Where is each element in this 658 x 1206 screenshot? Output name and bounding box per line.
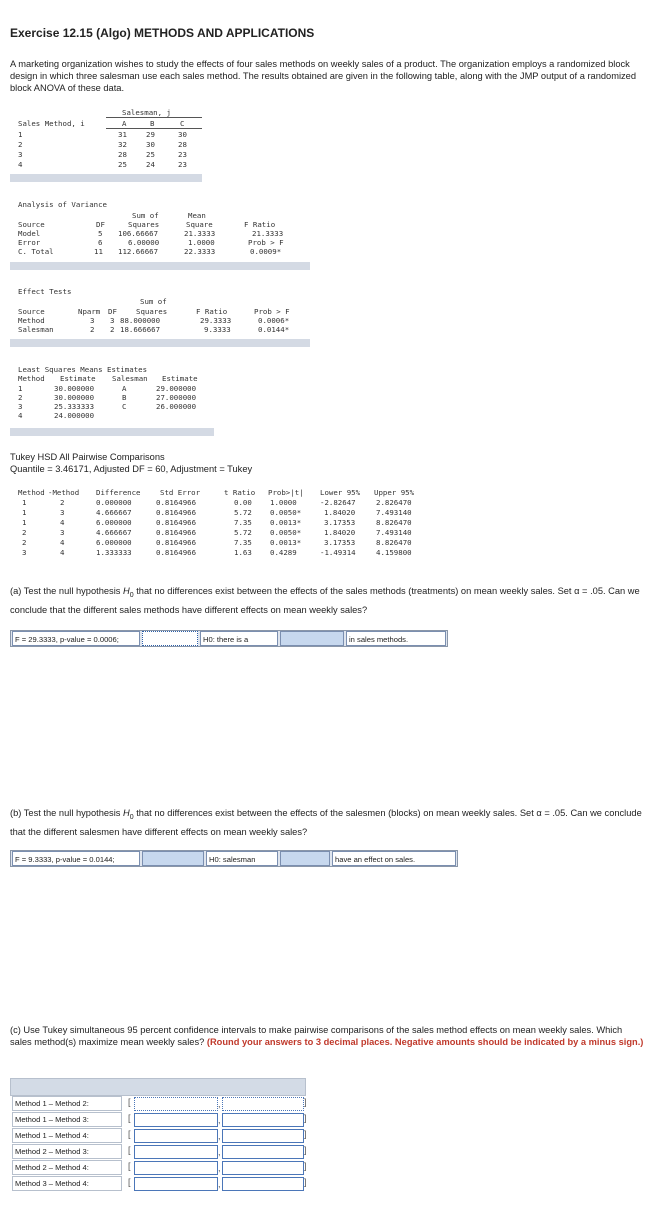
effect-cell: 9.3333	[204, 325, 231, 334]
interval-row	[10, 1176, 306, 1192]
tukey-table	[10, 484, 426, 564]
tukey-head: Lower 95%	[320, 488, 361, 497]
tukey-cell: 3.17353	[324, 538, 356, 547]
table-cell: 30	[146, 140, 155, 149]
table-cell: 1	[18, 130, 23, 139]
anova-cell: 11	[94, 247, 103, 256]
lsmeans-footer-bar	[10, 428, 214, 436]
interval-label: Method 1 – Method 4:	[12, 1128, 122, 1143]
tukey-cell: 4.666667	[96, 508, 132, 517]
lsmeans-cell: 29.000000	[156, 384, 197, 393]
tukey-cell: 4.666667	[96, 528, 132, 537]
table-cell: 29	[146, 130, 155, 139]
anova-cell: 22.3333	[184, 247, 216, 256]
lsmeans-cell: 3	[18, 402, 23, 411]
upper-bound-input[interactable]	[222, 1145, 304, 1159]
table-cell: 31	[118, 130, 127, 139]
lsmeans-cell: 4	[18, 411, 23, 420]
part-b-reject-dropdown[interactable]	[142, 851, 204, 866]
effect-cell: 0.0144*	[258, 325, 290, 334]
anova-footer-bar	[10, 262, 310, 270]
tukey-head: Std Error	[160, 488, 201, 497]
effect-head: DF	[108, 307, 117, 316]
effect-cell: 29.3333	[200, 316, 232, 325]
comma: ,	[218, 1115, 221, 1125]
lower-bound-input[interactable]	[134, 1145, 218, 1159]
tukey-cell: 7.35	[234, 518, 252, 527]
table-cell: 2	[18, 140, 23, 149]
interval-row	[10, 1112, 306, 1128]
close-bracket: ]	[304, 1097, 307, 1107]
tukey-cell: 3	[60, 528, 65, 537]
tukey-cell: 0.8164966	[156, 538, 197, 547]
lsmeans-cell: A	[122, 384, 127, 393]
tukey-cell: 0.0013*	[270, 538, 302, 547]
open-bracket: [	[128, 1177, 131, 1187]
part-b-effect-dropdown[interactable]	[280, 851, 330, 866]
tukey-cell: 1.84020	[324, 508, 356, 517]
lsmeans-head: Method	[18, 374, 45, 383]
lsmeans-cell: 26.000000	[156, 402, 197, 411]
page-title: Exercise 12.15 (Algo) METHODS AND APPLICATIONS	[10, 26, 315, 40]
part-a-tail-field[interactable]: in sales methods.	[346, 631, 446, 646]
anova-head: Squares	[128, 220, 160, 229]
lsmeans-head: Salesman	[112, 374, 148, 383]
lsmeans-cell: 27.000000	[156, 393, 197, 402]
table-cell: 25	[118, 160, 127, 169]
table-footer-bar	[10, 174, 202, 182]
effect-head: F Ratio	[196, 307, 228, 316]
column-header: B	[150, 119, 155, 128]
tukey-cell: 1	[22, 508, 27, 517]
close-bracket: ]	[304, 1161, 307, 1171]
effect-tests-title: Effect Tests	[18, 287, 72, 296]
sales-data-table	[10, 104, 202, 182]
tukey-cell: 0.0013*	[270, 518, 302, 527]
table-cell: 30	[178, 130, 187, 139]
problem-intro: A marketing organization wishes to study the effects of four sales methods on weekly sales of a product. The organization employs a randomized block design in which three salesman use each sales method. The results obtained are given in the following table, along with the JMP output of a randomized block ANOVA of these data.	[10, 59, 637, 93]
anova-cell: 1.0000	[188, 238, 215, 247]
interval-table-header	[10, 1078, 306, 1096]
part-a-question: (a) Test the null hypothesis $H_0$ that no differences exist between the effects of the sales methods (treatments) on mean weekly sales. Set α = .05. Can we conclude that the different sales methods have different effects on mean weekly sales?	[10, 586, 640, 615]
anova-head: DF	[96, 220, 105, 229]
anova-cell: 5	[98, 229, 103, 238]
part-b-question: (b) Test the null hypothesis $H_0$ that no differences exist between the effects of the salesmen (blocks) on mean weekly sales. Set α = .05. Can we conclude that the different salesmen have different effects on mean weekly sales?	[10, 808, 642, 837]
part-a-conclusion-field[interactable]: H0: there is a	[200, 631, 278, 646]
anova-title: Analysis of Variance	[18, 200, 107, 209]
tukey-subtitle: Quantile = 3.46171, Adjusted DF = 60, Adjustment = Tukey	[10, 464, 253, 474]
tukey-cell: 2	[22, 538, 27, 547]
tukey-head: Prob>|t|	[268, 488, 304, 497]
tukey-cell: 0.8164966	[156, 548, 197, 557]
salesman-group-header: Salesman, j	[122, 108, 171, 117]
anova-cell: 106.66667	[118, 229, 159, 238]
tukey-cell: 1.0000	[270, 498, 297, 507]
lsmeans-cell: 24.000000	[54, 411, 95, 420]
tukey-cell: 2	[60, 498, 65, 507]
lsmeans-table	[10, 362, 214, 432]
anova-table	[10, 196, 310, 270]
lower-bound-input[interactable]	[134, 1161, 218, 1175]
tukey-cell: 3	[60, 508, 65, 517]
column-header: C	[180, 119, 185, 128]
open-bracket: [	[128, 1145, 131, 1155]
tukey-cell: -1.49314	[320, 548, 356, 557]
part-b-tail-field[interactable]: have an effect on sales.	[332, 851, 456, 866]
part-b-statistic-field[interactable]: F = 9.3333, p-value = 0.0144;	[12, 851, 140, 866]
effect-cell: 2	[110, 325, 115, 334]
lsmeans-title: Least Squares Means Estimates	[18, 365, 148, 374]
tukey-head: t Ratio	[224, 488, 256, 497]
effect-head: Source	[18, 307, 45, 316]
tukey-cell: 5.72	[234, 508, 252, 517]
interval-row	[10, 1128, 306, 1144]
close-bracket: ]	[304, 1177, 307, 1187]
effect-head: Prob > F	[254, 307, 290, 316]
table-cell: 4	[18, 160, 23, 169]
anova-head: Square	[186, 220, 213, 229]
tukey-cell: 0.8164966	[156, 498, 197, 507]
tukey-cell: 4.159800	[376, 548, 412, 557]
anova-head: Mean	[188, 211, 206, 220]
tukey-cell: 4	[60, 518, 65, 527]
anova-head: Sum of	[132, 211, 159, 220]
table-cell: 32	[118, 140, 127, 149]
table-cell: 23	[178, 150, 187, 159]
anova-cell: 21.3333	[184, 229, 216, 238]
tukey-cell: 1	[22, 518, 27, 527]
tukey-cell: 1	[22, 498, 27, 507]
tukey-title: Tukey HSD All Pairwise Comparisons	[10, 452, 165, 462]
anova-cell: 6.00000	[128, 238, 160, 247]
lower-bound-input[interactable]	[134, 1129, 218, 1143]
comma: ,	[218, 1147, 221, 1157]
tukey-cell: 0.000000	[96, 498, 132, 507]
tukey-head: -Method	[48, 488, 80, 497]
comma: ,	[218, 1179, 221, 1189]
tukey-cell: 3.17353	[324, 518, 356, 527]
tukey-cell: 1.333333	[96, 548, 132, 557]
tukey-cell: 0.0050*	[270, 508, 302, 517]
lower-bound-input[interactable]	[134, 1177, 218, 1191]
effect-head: Sum of	[140, 297, 167, 306]
table-cell: 3	[18, 150, 23, 159]
table-cell: 24	[146, 160, 155, 169]
part-a-difference-dropdown[interactable]	[280, 631, 344, 646]
open-bracket: [	[128, 1097, 131, 1107]
effect-cell: 18.666667	[120, 325, 161, 334]
anova-head: Source	[18, 220, 45, 229]
tukey-head: Method	[18, 488, 45, 497]
sales-method-header: Sales Method, i	[18, 119, 85, 128]
anova-cell: Error	[18, 238, 41, 247]
tukey-cell: 7.493140	[376, 528, 412, 537]
tukey-head: Difference	[96, 488, 141, 497]
effect-cell: 2	[90, 325, 95, 334]
upper-bound-input[interactable]	[222, 1161, 304, 1175]
effect-tests-table	[10, 283, 310, 347]
lsmeans-cell: 30.000000	[54, 384, 95, 393]
lsmeans-cell: 1	[18, 384, 23, 393]
tukey-head: Upper 95%	[374, 488, 415, 497]
comma: ,	[218, 1163, 221, 1173]
tukey-cell: 4	[60, 538, 65, 547]
anova-cell: Model	[18, 229, 41, 238]
tukey-cell: 5.72	[234, 528, 252, 537]
lower-bound-input[interactable]	[134, 1097, 218, 1111]
tukey-cell: 8.826470	[376, 518, 412, 527]
table-cell: 23	[178, 160, 187, 169]
effect-cell: Method	[18, 316, 45, 325]
interval-label: Method 2 – Method 3:	[12, 1144, 122, 1159]
anova-cell: 0.0009*	[250, 247, 282, 256]
lower-bound-input[interactable]	[134, 1113, 218, 1127]
tukey-cell: 8.826470	[376, 538, 412, 547]
anova-cell: Prob > F	[248, 238, 284, 247]
anova-cell: 21.3333	[252, 229, 284, 238]
part-a-statistic-field[interactable]: F = 29.3333, p-value = 0.0006;	[12, 631, 140, 646]
tukey-cell: 0.4289	[270, 548, 297, 557]
lsmeans-head: Estimate	[60, 374, 96, 383]
effect-head: Squares	[136, 307, 168, 316]
interval-label: Method 1 – Method 3:	[12, 1112, 122, 1127]
tukey-cell: 0.0050*	[270, 528, 302, 537]
tukey-cell: 7.493140	[376, 508, 412, 517]
tukey-cell: 3	[22, 548, 27, 557]
effect-cell: 0.0006*	[258, 316, 290, 325]
lsmeans-cell: B	[122, 393, 127, 402]
tukey-cell: 2	[22, 528, 27, 537]
interval-label: Method 1 – Method 2:	[12, 1096, 122, 1111]
tukey-cell: 6.000000	[96, 538, 132, 547]
part-a-reject-dropdown[interactable]	[142, 631, 198, 646]
table-cell: 28	[178, 140, 187, 149]
effect-head: Nparm	[78, 307, 101, 316]
interval-label: Method 2 – Method 4:	[12, 1160, 122, 1175]
upper-bound-input[interactable]	[222, 1113, 304, 1127]
effect-cell: 3	[90, 316, 95, 325]
tukey-cell: 4	[60, 548, 65, 557]
column-header: A	[122, 119, 127, 128]
tukey-cell: 0.00	[234, 498, 252, 507]
close-bracket: ]	[304, 1129, 307, 1139]
interval-row	[10, 1144, 306, 1160]
part-b-conclusion-field[interactable]: H0: salesman	[206, 851, 278, 866]
comma: ,	[218, 1131, 221, 1141]
lsmeans-head: Estimate	[162, 374, 198, 383]
close-bracket: ]	[304, 1145, 307, 1155]
effect-footer-bar	[10, 339, 310, 347]
interval-label: Method 3 – Method 4:	[12, 1176, 122, 1191]
anova-head: F Ratio	[244, 220, 276, 229]
tukey-cell: -2.82647	[320, 498, 356, 507]
upper-bound-input[interactable]	[222, 1129, 304, 1143]
upper-bound-input[interactable]	[222, 1097, 304, 1111]
tukey-cell: 2.826470	[376, 498, 412, 507]
anova-cell: 112.66667	[118, 247, 159, 256]
upper-bound-input[interactable]	[222, 1177, 304, 1191]
open-bracket: [	[128, 1113, 131, 1123]
close-bracket: ]	[304, 1113, 307, 1123]
tukey-cell: 6.000000	[96, 518, 132, 527]
lsmeans-cell: 30.000000	[54, 393, 95, 402]
lsmeans-cell: 2	[18, 393, 23, 402]
table-cell: 28	[118, 150, 127, 159]
lsmeans-cell: 25.333333	[54, 402, 95, 411]
anova-cell: C. Total	[18, 247, 54, 256]
lsmeans-cell: C	[122, 402, 127, 411]
comma: ,	[218, 1099, 221, 1109]
table-cell: 25	[146, 150, 155, 159]
tukey-cell: 1.84020	[324, 528, 356, 537]
interval-row	[10, 1160, 306, 1176]
tukey-cell: 1.63	[234, 548, 252, 557]
open-bracket: [	[128, 1161, 131, 1171]
tukey-cell: 0.8164966	[156, 528, 197, 537]
open-bracket: [	[128, 1129, 131, 1139]
tukey-cell: 7.35	[234, 538, 252, 547]
effect-cell: 3	[110, 316, 115, 325]
effect-cell: 88.000000	[120, 316, 161, 325]
tukey-cell: 0.8164966	[156, 508, 197, 517]
part-c-question: (c) Use Tukey simultaneous 95 percent confidence intervals to make pairwise comparisons of the sales method effects on mean weekly sales. Which sales method(s) maximize mean weekly sales? (Round your answers to 3 decimal places. Negative amounts should be indicated by a minus sign.)	[10, 1025, 644, 1047]
interval-row	[10, 1096, 306, 1112]
anova-cell: 6	[98, 238, 103, 247]
tukey-cell: 0.8164966	[156, 518, 197, 527]
effect-cell: Salesman	[18, 325, 54, 334]
